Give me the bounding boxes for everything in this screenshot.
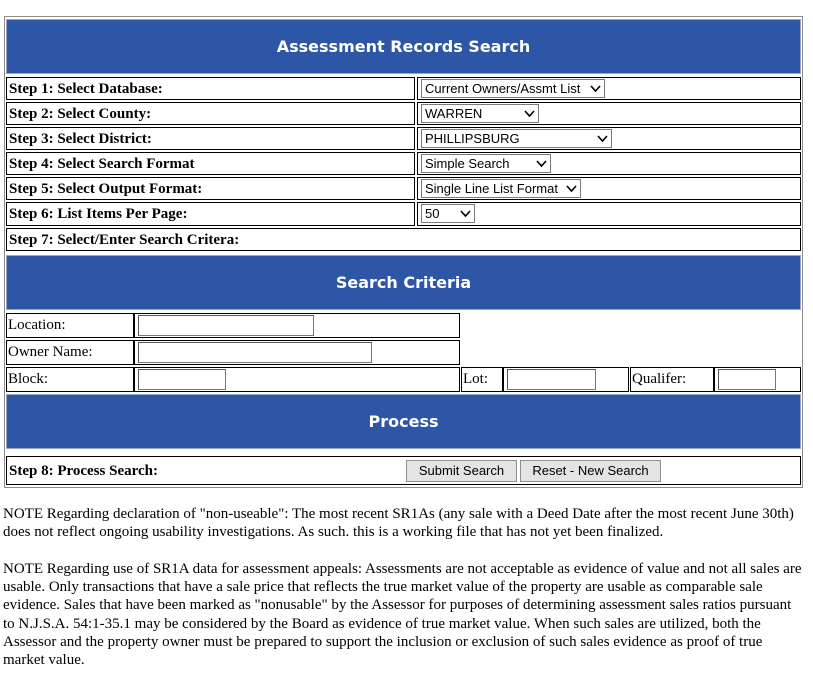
county-select[interactable] <box>421 104 539 123</box>
output-format-select-value: Single Line List Format <box>425 181 558 196</box>
qualifier-input[interactable] <box>718 369 776 390</box>
output-format-select[interactable] <box>421 179 581 198</box>
step8-label: Step 8: Process Search: <box>9 463 159 479</box>
step7-label: Step 7: Select/Enter Search Critera: <box>6 228 801 251</box>
block-cell <box>134 367 460 392</box>
database-select[interactable] <box>421 79 605 98</box>
database-select-value: Current Owners/Assmt List <box>425 81 581 96</box>
step5-label: Step 5: Select Output Format: <box>6 177 415 200</box>
header-band <box>6 19 801 74</box>
step1-cell <box>417 77 801 100</box>
location-cell <box>134 313 460 338</box>
step8-row <box>6 456 801 485</box>
items-per-page-value: 50 <box>425 206 440 221</box>
step3-cell <box>417 127 801 150</box>
location-label: Location: <box>6 313 134 338</box>
items-per-page-select[interactable] <box>421 204 475 223</box>
district-select-value: PHILLIPSBURG <box>425 131 520 146</box>
district-select[interactable] <box>421 129 612 148</box>
step2-label: Step 2: Select County: <box>6 102 415 125</box>
block-input[interactable] <box>138 369 226 390</box>
lot-input[interactable] <box>507 369 596 390</box>
chevron-down-icon <box>566 183 577 194</box>
qualifier-label: Qualifer: <box>630 367 714 392</box>
step5-cell <box>417 177 801 200</box>
chevron-down-icon <box>536 158 547 169</box>
qualifier-cell <box>714 367 801 392</box>
chevron-down-icon <box>597 133 608 144</box>
step4-cell <box>417 152 801 175</box>
note-sr1a-appeals: NOTE Regarding use of SR1A data for assessment appeals: Assessments are not acceptable as evidence of value and not all sales are usable. Only transactions that have a sale price that reflects the true market value of the property are usable as comparable sale evidence. Sales that have been marked as "nonusable" by the Assessor for purposes of determining assessment sales ratios pursuant to N.J.S.A. 54:1-35.1 may be considered by the Board as evidence of true market value. When such sales are utilized, both the Assessor and the property owner must be prepared to support the inclusion or exclusion of such sales evidence as proof of true market value. <box>3 561 802 669</box>
owner-name-cell <box>134 340 460 365</box>
lot-label: Lot: <box>461 367 503 392</box>
step4-label: Step 4: Select Search Format <box>6 152 415 175</box>
process-band <box>6 394 801 449</box>
lot-cell <box>503 367 629 392</box>
note-non-useable: NOTE Regarding declaration of "non-useable": The most recent SR1As (any sale with a Deed Date after the most recent June 30th) does not reflect ongoing usability investigations. As such. this is a working file that has not yet been finalized. <box>3 506 794 541</box>
step2-cell <box>417 102 801 125</box>
search-criteria-band <box>6 255 801 310</box>
process-title: Process <box>368 412 439 431</box>
search-format-select[interactable] <box>421 154 551 173</box>
page-title: Assessment Records Search <box>276 37 531 56</box>
reset-search-button[interactable]: Reset - New Search <box>520 460 661 482</box>
chevron-down-icon <box>524 108 535 119</box>
step6-cell <box>417 202 801 226</box>
county-select-value: WARREN <box>425 106 483 121</box>
step1-label: Step 1: Select Database: <box>6 77 415 100</box>
search-format-select-value: Simple Search <box>425 156 510 171</box>
submit-search-button[interactable]: Submit Search <box>406 460 517 482</box>
owner-name-input[interactable] <box>138 342 372 363</box>
location-input[interactable] <box>138 315 314 336</box>
block-label: Block: <box>6 367 134 392</box>
step3-label: Step 3: Select District: <box>6 127 415 150</box>
chevron-down-icon <box>590 83 601 94</box>
chevron-down-icon <box>460 208 471 219</box>
owner-name-label: Owner Name: <box>6 340 134 365</box>
search-criteria-title: Search Criteria <box>335 273 472 292</box>
step6-label: Step 6: List Items Per Page: <box>6 202 415 226</box>
